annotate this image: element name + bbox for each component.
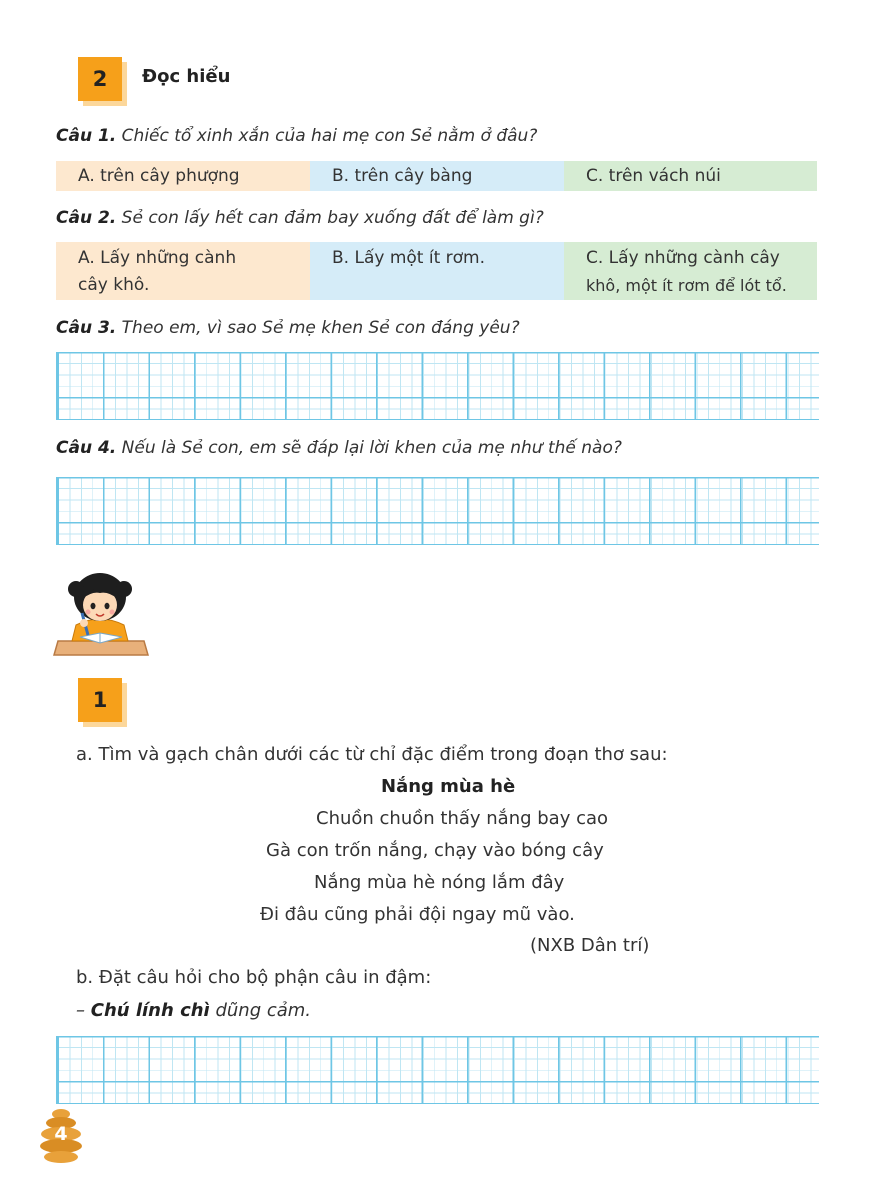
question-2-options [56, 242, 817, 300]
question-4-text: Nếu là Sẻ con, em sẽ đáp lại lời khen của mẹ như thế nào? [116, 438, 622, 458]
part-b-answer-grid[interactable] [56, 1036, 819, 1104]
question-2-option-a-line-2: cây khô. [78, 275, 150, 295]
poem-source: (NXB Dân trí) [530, 935, 650, 956]
question-2-option-c-line-1: C. Lấy những cành cây [586, 248, 780, 268]
question-1-label: Câu 1. [56, 126, 117, 146]
question-3-text: Theo em, vì sao Sẻ mẹ khen Sẻ con đáng yêu? [116, 318, 520, 338]
question-2-option-c[interactable] [564, 242, 817, 300]
section-2-title: Đọc hiểu [142, 66, 231, 87]
part-a-instruction: a. Tìm và gạch chân dưới các từ chỉ đặc điểm trong đoạn thơ sau: [76, 744, 668, 765]
question-1-option-a[interactable]: A. trên cây phượng [56, 161, 310, 191]
poem-title: Nắng mùa hè [381, 776, 516, 797]
part-b-sentence-rest: dũng cảm. [209, 1000, 312, 1021]
question-4-label: Câu 4. [56, 438, 117, 458]
girl-writing-illustration [52, 567, 150, 659]
part-b-sentence-bold: Chú lính chì [90, 1000, 210, 1021]
question-2-option-a[interactable] [56, 242, 310, 300]
part-b-sentence [76, 1000, 311, 1021]
poem-line-1: Chuồn chuồn thấy nắng bay cao [316, 808, 609, 829]
question-1 [56, 126, 537, 146]
question-2-text: Sẻ con lấy hết can đảm bay xuống đất để làm gì? [116, 208, 544, 228]
poem-line-3: Nắng mùa hè nóng lắm đây [314, 872, 565, 893]
question-1-option-c[interactable]: C. trên vách núi [564, 161, 817, 191]
poem-line-2: Gà con trốn nắng, chạy vào bóng cây [266, 840, 604, 861]
poem-line-4: Đi đâu cũng phải đội ngay mũ vào. [260, 904, 575, 925]
section-2-badge: 2 [78, 57, 122, 101]
part-b-instruction: b. Đặt câu hỏi cho bộ phận câu in đậm: [76, 967, 432, 988]
part-b-sentence-prefix: – [76, 1000, 91, 1021]
question-1-option-b[interactable]: B. trên cây bàng [310, 161, 564, 191]
question-2 [56, 208, 544, 228]
question-4 [56, 438, 622, 458]
question-2-option-a-line-1: A. Lấy những cành [78, 248, 237, 268]
question-2-option-b[interactable]: B. Lấy một ít rơm. [310, 242, 564, 300]
question-1-options [56, 161, 817, 191]
question-1-text: Chiếc tổ xinh xắn của hai mẹ con Sẻ nằm ở đâu? [116, 126, 538, 146]
question-4-answer-grid[interactable] [56, 477, 819, 545]
question-2-option-c-line-2: khô, một ít rơm để lót tổ. [586, 276, 787, 295]
question-3-label: Câu 3. [56, 318, 117, 338]
page-number: 4 [54, 1123, 68, 1145]
question-3 [56, 318, 520, 338]
question-3-answer-grid[interactable] [56, 352, 819, 420]
section-1-badge: 1 [78, 678, 122, 722]
question-2-label: Câu 2. [56, 208, 117, 228]
